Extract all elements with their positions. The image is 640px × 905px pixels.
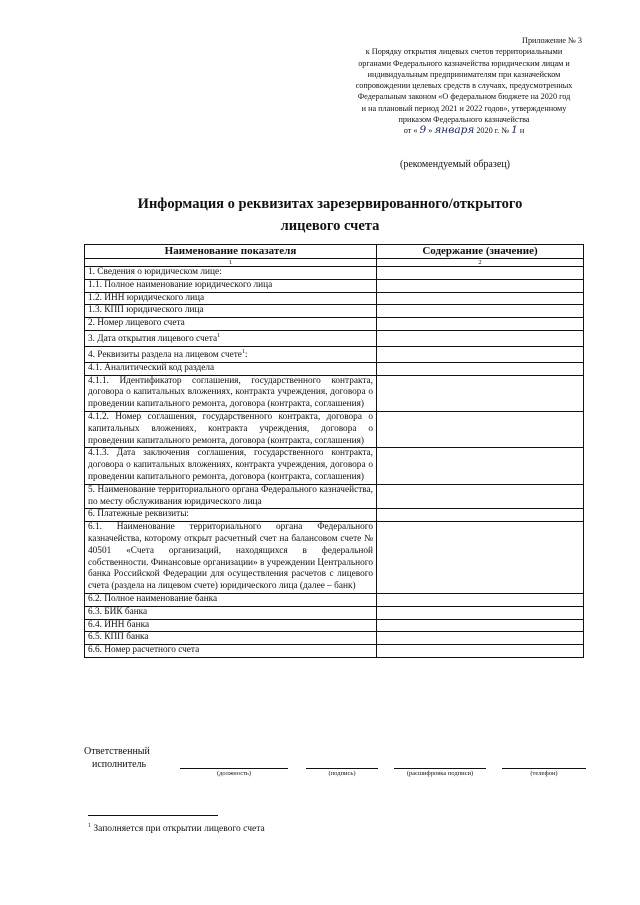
table-row: 4.1. Аналитический код раздела [85, 362, 584, 375]
table-row: 6.2. Полное наименование банка [85, 593, 584, 606]
value-cell [377, 362, 584, 375]
value-cell [377, 448, 584, 484]
table-row: 1. Сведения о юридическом лице: [85, 267, 584, 280]
table-row: 4.1.2. Номер соглашения, государственного контракта, договора о капитальных вложениях, контракта учреждения, договора о проведении капитального ремонта, договора (контракта, соглашения) [85, 411, 584, 447]
value-cell [377, 305, 584, 318]
appendix-line: Федеральным законом «О федеральном бюджете на 2020 год [357, 92, 571, 102]
signature-line-phone [502, 768, 586, 769]
table-row: 6.1. Наименование территориального органа Федерального казначейства, которому открыт расчетный счет на балансовом счете № 40501 «Счета организаций, находящихся в федеральной собственности. Финансовые организации» в учреждении Центрального банка Российской Федерации для осуществления расчетов с лицевого счета (раздела на лицевом счете) юридического лица (далее – банк) [85, 522, 584, 594]
header-indicator-name: Наименование показателя [85, 245, 377, 259]
value-cell [377, 330, 584, 346]
value-cell [377, 619, 584, 632]
value-cell [377, 292, 584, 305]
signature-line-position [180, 768, 288, 769]
signature-line-sign [306, 768, 378, 769]
appendix-number: Приложение № 3 [522, 36, 582, 45]
table-row: 1.1. Полное наименование юридического лица [85, 279, 584, 292]
appendix-header [336, 35, 592, 137]
footnote-divider [88, 815, 218, 816]
signature-line-decoding [394, 768, 486, 769]
value-cell [377, 645, 584, 658]
value-cell [377, 346, 584, 362]
caption-signature: (подпись) [328, 770, 356, 777]
table-row: 4. Реквизиты раздела на лицевом счете$^1$: [85, 346, 584, 362]
caption-position: (должность) [216, 770, 252, 777]
footnote [88, 823, 265, 834]
caption-phone: (телефон) [530, 770, 558, 777]
table-row: 5. Наименование территориального органа Федерального казначейства, по месту обслуживания юридического лица [85, 484, 584, 509]
value-cell [377, 632, 584, 645]
table-row: 6.5. КПП банка [85, 632, 584, 645]
order-day: 9 [419, 124, 427, 137]
sample-note: (рекомендуемый образец) [400, 159, 510, 170]
table-row: 1.3. КПП юридического лица [85, 305, 584, 318]
requisites-table [84, 244, 584, 658]
table-row: 4.1.1. Идентификатор соглашения, государственного контракта, договора о капитальных вложениях, контракта учреждения, договора о проведении капитального ремонта, договора (контракта, соглашения) [85, 375, 584, 411]
appendix-line: сопровождении целевых средств в случаях, предусмотренных [355, 81, 573, 91]
footnote-ref: 1 [217, 332, 221, 339]
value-cell [377, 593, 584, 606]
value-cell [377, 606, 584, 619]
responsible-executor-label: Ответственный исполнитель [84, 746, 150, 770]
value-cell [377, 375, 584, 411]
column-number: 1 [85, 259, 377, 267]
table-row: 2. Номер лицевого счета [85, 318, 584, 331]
value-cell [377, 279, 584, 292]
table-row: 3. Дата открытия лицевого счета$^1$ [85, 330, 584, 346]
value-cell [377, 267, 584, 280]
footnote-text: Заполняется при открытии лицевого счета [93, 824, 265, 835]
value-cell [377, 318, 584, 331]
caption-decoding: (расшифровка подписи) [406, 770, 474, 777]
column-number: 2 [377, 259, 584, 267]
footnote-mark: 1 [88, 823, 91, 829]
value-cell [377, 484, 584, 509]
appendix-line: приказом Федерального казначейства [398, 115, 530, 125]
value-cell [377, 411, 584, 447]
table-row: 6.6. Номер расчетного счета [85, 645, 584, 658]
table-row: 6. Платежные реквизиты: [85, 509, 584, 522]
value-cell [377, 522, 584, 594]
table-row: 6.4. ИНН банка [85, 619, 584, 632]
appendix-line: и на плановый период 2021 и 2022 годов», утвержденному [361, 103, 567, 113]
order-number: 1 [511, 124, 518, 137]
document-title: Информация о реквизитах зарезервированного/открытого лицевого счета [137, 196, 523, 234]
footnote-ref: 1 [241, 348, 245, 355]
value-cell [377, 509, 584, 522]
order-date-line: от « 9 » января 2020 г. № 1 н [403, 124, 525, 137]
appendix-line: индивидуальным предпринимателям при казначейском [367, 69, 561, 79]
table-row: 6.3. БИК банка [85, 606, 584, 619]
appendix-line: органами Федерального казначейства юридическим лицам и [358, 58, 570, 68]
table-row: 1.2. ИНН юридического лица [85, 292, 584, 305]
table-row: 4.1.3. Дата заключения соглашения, государственного контракта, договора о капитальных вложениях, контракта учреждения, договора о проведении капитального ремонта, договора (контракта, соглашения) [85, 448, 584, 484]
header-value: Содержание (значение) [377, 245, 584, 259]
order-month: января [434, 124, 475, 137]
appendix-line: к Порядку открытия лицевых счетов территориальными [365, 47, 563, 57]
